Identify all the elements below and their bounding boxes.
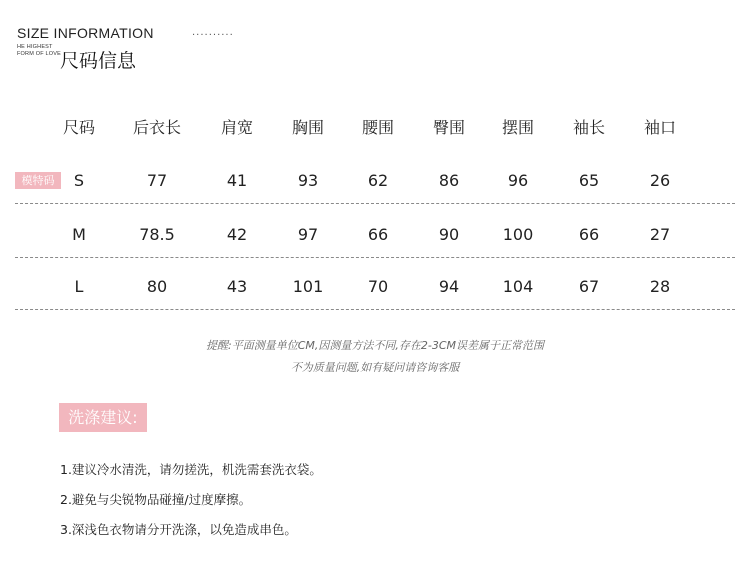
- table-row: [0, 169, 750, 193]
- column-header-shoulder: 肩宽: [220, 118, 253, 137]
- waist-cell: 62: [367, 171, 389, 190]
- table-row: [0, 275, 750, 299]
- quality-note: 不为质量问题,如有疑问请咨询客服: [290, 361, 460, 374]
- decorative-dots: ··········: [192, 30, 234, 41]
- tagline-line-1: HE HIGHEST: [17, 44, 53, 50]
- shoulder-cell: 43: [226, 277, 248, 296]
- table-row: [0, 223, 750, 247]
- measurement-note: 提醒:平面测量单位CM,因测量方法不同,存在2-3CM误差属于正常范围: [205, 339, 544, 352]
- cuff-cell: 27: [649, 225, 671, 244]
- column-header-waist: 腰围: [361, 118, 394, 137]
- hem-cell: 100: [502, 225, 534, 244]
- size-cell: S: [73, 171, 85, 190]
- hip-cell: 94: [438, 277, 460, 296]
- column-header-hip: 臀围: [432, 118, 465, 137]
- row-divider: [15, 203, 735, 204]
- column-header-back-length: 后衣长: [132, 118, 181, 137]
- column-header-hem: 摆围: [501, 118, 534, 137]
- hem-cell: 96: [507, 171, 529, 190]
- table-header-row: [0, 116, 750, 140]
- cuff-cell: 28: [649, 277, 671, 296]
- chest-cell: 101: [292, 277, 324, 296]
- washing-item: 2.避免与尖锐物品碰撞/过度摩擦。: [60, 492, 252, 507]
- washing-advice-title: 洗涤建议:: [59, 403, 147, 432]
- tagline-line-2: FORM OF LOVE: [17, 51, 61, 57]
- shoulder-cell: 42: [226, 225, 248, 244]
- size-cell: L: [74, 277, 84, 296]
- hem-cell: 104: [502, 277, 534, 296]
- washing-item: 3.深浅色衣物请分开洗涤，以免造成串色。: [60, 522, 297, 537]
- back-length-cell: 77: [146, 171, 168, 190]
- washing-item: 1.建议冷水清洗，请勿搓洗，机洗需套洗衣袋。: [60, 462, 322, 477]
- chest-cell: 93: [297, 171, 319, 190]
- column-header-sleeve-length: 袖长: [572, 118, 605, 137]
- waist-cell: 66: [367, 225, 389, 244]
- size-info-title: 尺码信息: [60, 50, 137, 72]
- column-header-size: 尺码: [62, 118, 95, 137]
- column-header-chest: 胸围: [291, 118, 324, 137]
- hip-cell: 90: [438, 225, 460, 244]
- shoulder-cell: 41: [226, 171, 248, 190]
- hip-cell: 86: [438, 171, 460, 190]
- size-cell: M: [72, 225, 86, 244]
- row-divider: [15, 257, 735, 258]
- back-length-cell: 80: [146, 277, 168, 296]
- back-length-cell: 78.5: [139, 225, 175, 244]
- model-size-tag: 模特码: [15, 172, 61, 189]
- column-header-cuff: 袖口: [643, 118, 676, 137]
- cuff-cell: 26: [649, 171, 671, 190]
- sleeve-length-cell: 65: [578, 171, 600, 190]
- sleeve-length-cell: 66: [578, 225, 600, 244]
- size-information-heading: SIZE INFORMATION: [17, 25, 154, 41]
- header-tagline: [17, 44, 61, 58]
- row-divider: [15, 309, 735, 310]
- sleeve-length-cell: 67: [578, 277, 600, 296]
- waist-cell: 70: [367, 277, 389, 296]
- chest-cell: 97: [297, 225, 319, 244]
